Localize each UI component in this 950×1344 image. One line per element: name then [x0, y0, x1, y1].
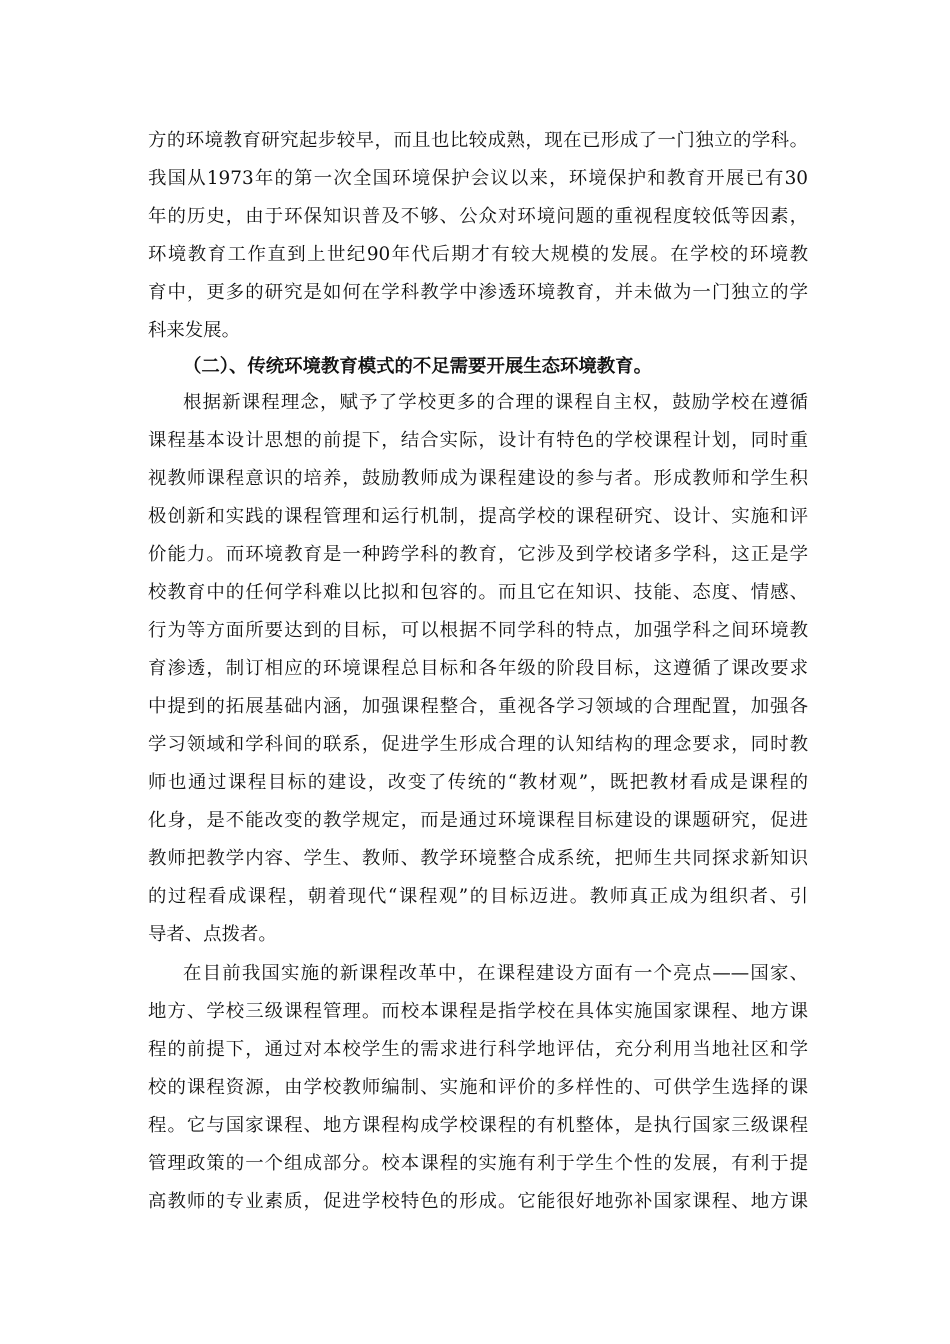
text-line: 在目前我国实施的新课程改革中，在课程建设方面有一个亮点——国家、 [183, 963, 808, 984]
text-line: 程的前提下，通过对本校学生的需求进行科学地评估，充分利用当地社区和学 [148, 1039, 808, 1060]
text-line: 价能力。而环境教育是一种跨学科的教育，它涉及到学校诸多学科，这正是学 [148, 544, 808, 565]
text-line: 行为等方面所要达到的目标，可以根据不同学科的特点，加强学科之间环境教 [148, 620, 808, 641]
text-line: 视教师课程意识的培养，鼓励教师成为课程建设的参与者。形成教师和学生积 [148, 468, 808, 489]
text-line: 管理政策的一个组成部分。校本课程的实施有利于学生个性的发展，有利于提 [148, 1153, 808, 1174]
text-line: 我国从1973年的第一次全国环境保护会议以来，环境保护和教育开展已有30 [148, 168, 808, 189]
text-line: 育渗透，制订相应的环境课程总目标和各年级的阶段目标，这遵循了课改要求 [148, 658, 808, 679]
text-line: 课程基本设计思想的前提下，结合实际，设计有特色的学校课程计划，同时重 [148, 430, 808, 451]
text-line: 程。它与国家课程、地方课程构成学校课程的有机整体，是执行国家三级课程 [148, 1115, 808, 1136]
text-line: 化身，是不能改变的教学规定，而是通过环境课程目标建设的课题研究，促进 [148, 810, 808, 831]
text-line: 校教育中的任何学科难以比拟和包容的。而且它在知识、技能、态度、情感、 [148, 582, 808, 603]
text-line: 导者、点拨者。 [148, 924, 277, 945]
text-line: 学习领域和学科间的联系，促进学生形成合理的认知结构的理念要求，同时教 [148, 734, 808, 755]
text-line: 极创新和实践的课程管理和运行机制，提高学校的课程研究、设计、实施和评 [148, 506, 808, 527]
text-line: 教师把教学内容、学生、教师、教学环境整合成系统，把师生共同探求新知识 [148, 848, 808, 869]
text-line: 的过程看成课程，朝着现代“课程观”的目标迈进。教师真正成为组织者、引 [148, 886, 808, 907]
section-heading: （二）、传统环境教育模式的不足需要开展生态环境教育。 [183, 356, 652, 377]
text-line: 高教师的专业素质，促进学校特色的形成。它能很好地弥补国家课程、地方课 [148, 1191, 808, 1212]
text-line: 年的历史，由于环保知识普及不够、公众对环境问题的重视程度较低等因素， [148, 206, 808, 227]
text-line: 育中，更多的研究是如何在学科教学中渗透环境教育，并未做为一门独立的学 [148, 282, 808, 303]
text-line: 环境教育工作直到上世纪90年代后期才有较大规模的发展。在学校的环境教 [148, 244, 808, 265]
text-line: 师也通过课程目标的建设，改变了传统的“教材观”，既把教材看成是课程的 [148, 772, 808, 793]
text-line: 地方、学校三级课程管理。而校本课程是指学校在具体实施国家课程、地方课 [148, 1001, 808, 1022]
text-line: 校的课程资源，由学校教师编制、实施和评价的多样性的、可供学生选择的课 [148, 1077, 808, 1098]
text-line: 方的环境教育研究起步较早，而且也比较成熟，现在已形成了一门独立的学科。 [148, 130, 808, 151]
text-line: 科来发展。 [148, 320, 240, 341]
text-line: 根据新课程理念，赋予了学校更多的合理的课程自主权，鼓励学校在遵循 [183, 392, 808, 413]
text-line: 中提到的拓展基础内涵，加强课程整合，重视各学习领域的合理配置，加强各 [148, 696, 808, 717]
